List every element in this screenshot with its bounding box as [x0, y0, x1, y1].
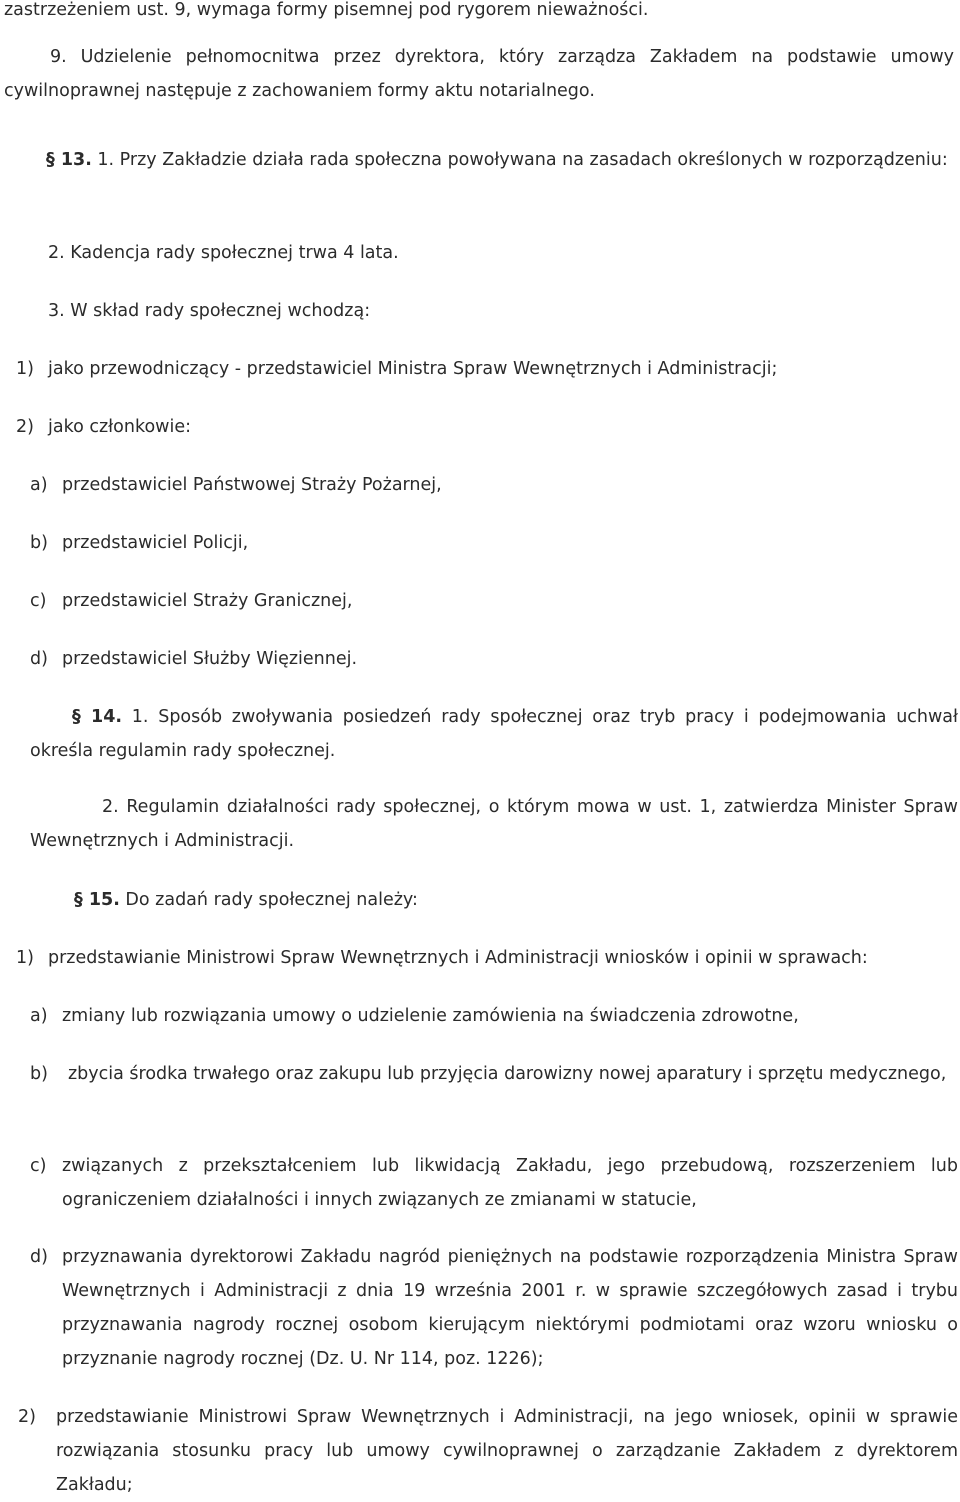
section-13-paragraph-3: 3. W skład rady społecznej wchodzą:: [48, 301, 371, 321]
section-15-item-2: [18, 1400, 958, 1502]
section-15-intro-text: Do zadań rady społecznej należy:: [125, 890, 418, 910]
item-label: 1): [16, 359, 34, 379]
section-13-p1-text: 1. Przy Zakładzie działa rada społeczna powoływana na zasadach określonych w rozporządzeniu:: [97, 150, 948, 170]
item-text: jako członkowie:: [48, 417, 191, 437]
item-label: 2): [18, 1407, 36, 1427]
sub-item-text: zbycia środka trwałego oraz zakupu lub przyjęcia darowizny nowej aparatury i sprzętu medycznego,: [68, 1064, 947, 1084]
section-15-sub-d: [30, 1240, 958, 1376]
section-13-sub-c: [30, 584, 930, 618]
section-14-p1-text: 1. Sposób zwoływania posiedzeń rady społecznej oraz tryb pracy i podejmowania uchwał określa regulamin rady społecznej.: [30, 707, 959, 761]
section-15-item-1: [16, 941, 946, 975]
item-text: jako przewodniczący - przedstawiciel Ministra Spraw Wewnętrznych i Administracji;: [48, 359, 778, 379]
sub-item-label: d): [30, 1247, 48, 1267]
sub-item-text: zmiany lub rozwiązania umowy o udzielenie zamówienia na świadczenia zdrowotne,: [62, 1006, 799, 1026]
item-label: 2): [16, 417, 34, 437]
section-15-intro: [74, 883, 418, 917]
section-13-paragraph-1: [4, 143, 959, 177]
sub-item-text: przedstawiciel Straży Granicznej,: [62, 591, 353, 611]
sub-item-text: przedstawiciel Policji,: [62, 533, 249, 553]
sub-item-label: c): [30, 1156, 47, 1176]
section-13-sub-a: [30, 468, 930, 502]
item-text: przedstawianie Ministrowi Spraw Wewnętrznych i Administracji wniosków i opinii w sprawach:: [48, 948, 868, 968]
section-15-sub-c: [30, 1149, 958, 1217]
section-13-sub-d: [30, 642, 930, 676]
sub-item-text: przyznawania dyrektorowi Zakładu nagród pieniężnych na podstawie rozporządzenia Ministra Spraw Wewnętrznych i Administracji z dnia 19 września 2001 r. w sprawie szczegółowych zasad i trybu przyznawania nagrody rocznej osobom kierującym niektórymi podmiotami oraz wzoru wniosku o przyznanie nagrody rocznej (Dz. U. Nr 114, poz. 1226);: [62, 1247, 958, 1369]
section-14-mark: § 14.: [72, 707, 123, 727]
paragraph-9: 9. Udzielenie pełnomocnitwa przez dyrektora, który zarządza Zakładem na podstawie umowy cywilnoprawnej następuje z zachowaniem formy aktu notarialnego.: [4, 47, 954, 101]
sub-item-label: b): [30, 1064, 48, 1084]
sub-item-label: a): [30, 1006, 48, 1026]
sub-item-text: przedstawiciel Służby Więziennej.: [62, 649, 358, 669]
section-14-paragraph-1: [30, 700, 958, 768]
section-13-item-1: [16, 352, 946, 386]
section-13-mark: § 13.: [46, 150, 92, 170]
sub-item-text: związanych z przekształceniem lub likwidacją Zakładu, jego przebudową, rozszerzeniem lub ograniczeniem działalności i innych związanych ze zmianami w statucie,: [62, 1156, 958, 1210]
sub-item-text: przedstawiciel Państwowej Straży Pożarnej,: [62, 475, 442, 495]
item-text: przedstawianie Ministrowi Spraw Wewnętrznych i Administracji, na jego wniosek, opinii w sprawie rozwiązania stosunku pracy lub umowy cywilnoprawnej o zarządzanie Zakładem z dyrektorem Zakładu;: [56, 1407, 958, 1495]
section-14-paragraph-2: 2. Regulamin działalności rady społecznej, o którym mowa w ust. 1, zatwierdza Minister Spraw Wewnętrznych i Administracji.: [30, 797, 958, 851]
section-15-sub-b: [30, 1057, 958, 1091]
item-label: 1): [16, 948, 34, 968]
sub-item-label: c): [30, 591, 47, 611]
carry-over-text: zastrzeżeniem ust. 9, wymaga formy pisemnej pod rygorem nieważności.: [4, 0, 649, 20]
section-13-paragraph-2: 2. Kadencja rady społecznej trwa 4 lata.: [48, 243, 399, 263]
section-13-item-2: [16, 410, 946, 444]
section-15-sub-a: [30, 999, 958, 1033]
sub-item-label: b): [30, 533, 48, 553]
sub-item-label: a): [30, 475, 48, 495]
section-13-sub-b: [30, 526, 930, 560]
sub-item-label: d): [30, 649, 48, 669]
section-15-mark: § 15.: [74, 890, 120, 910]
